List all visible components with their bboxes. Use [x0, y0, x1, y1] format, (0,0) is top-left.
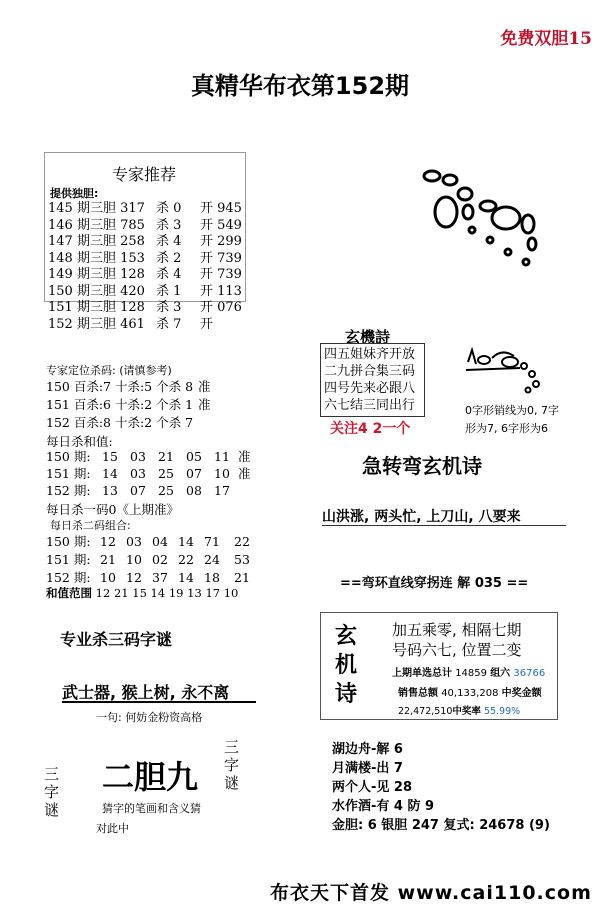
answer-item: 两个人-见 28 — [332, 780, 413, 795]
focus-note: 关注4 2一个 — [330, 421, 411, 437]
expert-row: 149 期三胆 128 杀 4 开 739 — [48, 267, 242, 282]
poem-line: 二九拼合集三码 — [324, 364, 416, 379]
expert-row: 150 期三胆 420 杀 1 开 113 — [48, 283, 242, 299]
answer-item: 水作酒-有 4 防 9 — [332, 799, 435, 814]
expert-row: 147 期三胆 258 杀 4 开 299 — [48, 234, 242, 249]
sum-range-row: 和值范围 12 21 15 14 19 13 17 10 — [46, 586, 239, 600]
free-double-badge: 免费双胆15 — [500, 29, 592, 49]
position-kill-row: 151 百杀:6 十杀:2 个杀 1 准 — [46, 397, 211, 412]
position-kill-rows — [46, 378, 211, 432]
poem-line: 四号先来必跟八 — [324, 381, 416, 396]
poem-line: 四五姐妹齐开放 — [324, 347, 416, 362]
urgent-title: 急转弯玄机诗 — [362, 454, 482, 478]
sum-kill-row: 150 期: 15 03 21 05 11 准 — [46, 449, 251, 464]
sum-kill-rows — [46, 448, 251, 499]
xuanji-vertical-label: 玄 机 诗 — [334, 623, 357, 707]
expert-row: 148 期三胆 153 杀 2 开 739 — [48, 250, 242, 266]
expert-row: 145 期三胆 317 杀 0 开 945 — [48, 201, 242, 216]
shape-doodle — [462, 342, 552, 402]
kill-two-row: 150 期: 12 03 04 14 71 22 — [46, 534, 250, 549]
stat-row-1: 上期单选总计 14859 组六 36766 — [392, 668, 546, 679]
sum-kill-row: 152 期: 13 07 25 08 17 — [46, 483, 230, 498]
riddle-divider — [62, 701, 256, 703]
expert-row: 146 期三胆 785 杀 3 开 549 — [48, 217, 242, 233]
answer-item: 月满楼-出 7 — [332, 761, 403, 776]
kill-two-row: 152 期: 10 12 37 14 18 21 — [46, 570, 250, 585]
expert-rows — [48, 201, 242, 333]
riddle-header: 专业杀三码字谜 — [60, 630, 173, 649]
poem-title: 玄機詩 — [345, 328, 391, 346]
position-kill-row: 152 百杀:8 十杀:2 个杀 7 — [46, 415, 194, 430]
word-riddle-left: 三字谜 — [44, 765, 60, 819]
word-riddle-hint-2: 对此中 — [96, 822, 129, 835]
word-riddle-right: 三字谜 — [224, 738, 240, 792]
expert-title: 专家推荐 — [111, 165, 176, 184]
mountain-underline — [322, 525, 566, 526]
kill-two-rows — [46, 533, 250, 587]
kill-one-line: 每日杀一码0《上期准》 — [46, 502, 179, 517]
position-kill-row: 150 百杀:7 十杀:5 个杀 8 准 — [46, 379, 211, 394]
provide-label: 提供独胆: — [50, 187, 99, 200]
footer-site: 布衣天下首发 www.cai110.com — [270, 882, 592, 904]
xuanji-verse: 加五乘零, 相隔七期 号码六七, 位置二变 — [392, 621, 522, 659]
stat-row-3: 22,472,510中奖率 55.99% — [398, 706, 521, 717]
answer-item: 湖边舟-解 6 — [332, 742, 403, 757]
kill-two-row: 151 期: 21 10 02 22 24 53 — [46, 552, 250, 567]
poem-box — [320, 343, 425, 417]
digit-shapes-drawing — [420, 162, 550, 272]
mountain-riddle: 山洪涨, 两头忙, 上刀山, 八要来 — [322, 509, 521, 525]
shape-note: 0字形销线为0, 7字 形为7, 6字形为6 — [465, 404, 559, 435]
word-riddle-hint: 猜字的笔画和含义猜 — [102, 802, 201, 815]
expert-row: 151 期三胆 128 杀 3 开 076 — [48, 300, 242, 315]
kill-two-title: 每日杀二码组合: — [50, 519, 131, 532]
riddle-sentence: 一句: 何妨金粉资高格 — [96, 711, 203, 724]
expert-row: 152 期三胆 461 杀 7 开 — [48, 316, 214, 332]
answer-item: 金胆: 6 银胆 247 复式: 24678 (9) — [332, 818, 550, 833]
poem-line: 六七结三同出行 — [324, 398, 416, 413]
sum-kill-row: 151 期: 14 03 25 07 10 准 — [46, 466, 251, 481]
sum-kill-title: 每日杀和值: — [46, 434, 113, 449]
answers-list — [332, 740, 550, 835]
page-title: 真精华布衣第152期 — [190, 72, 410, 100]
position-kill-title: 专家定位杀码: (请慎参考) — [46, 364, 172, 377]
stat-row-2: 销售总额 40,133,208 中奖金额 — [398, 688, 542, 699]
riddle-text: 武士器, 猴上树, 永不离 — [62, 683, 230, 702]
word-riddle-main: 二胆九 — [102, 758, 199, 796]
riddle-line: ==弯环直线穿拐连 解 035 == — [340, 576, 529, 591]
